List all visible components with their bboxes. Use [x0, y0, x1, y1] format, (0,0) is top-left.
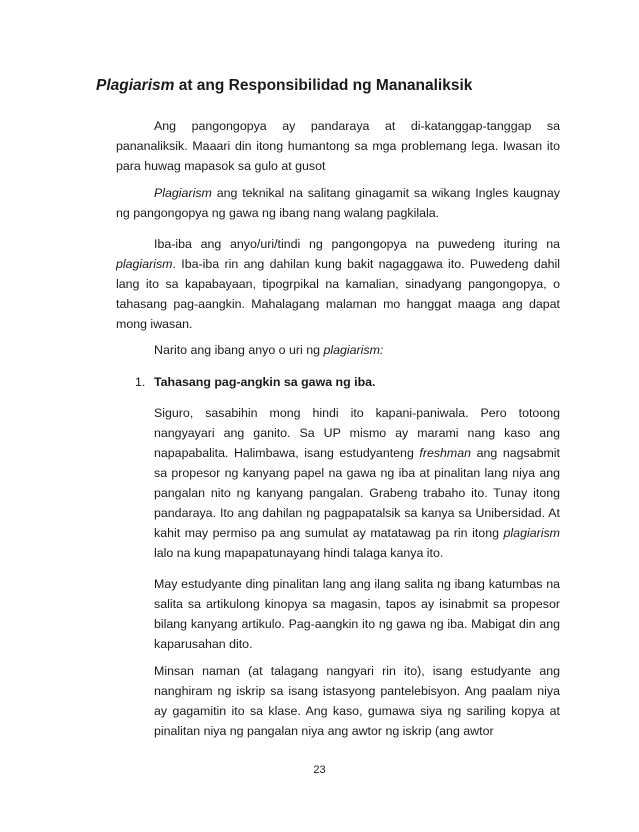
para-a-term-2: plagiarism	[503, 526, 560, 540]
paragraph-definition	[116, 183, 560, 223]
para-a-text-2: ang nagsabmit sa propesor ng kanyang papel na gawa ng iba at pinalitan lang niya ang pangalan nito ng kanyang pangalan. Grabeng trabaho ito. Tunay itong pandaraya. Ito ang dahilan ng pagpapatalsik sa kanya sa Unibersidad. At kahit may permiso pa ang sumulat ay matatawag pa rin itong	[154, 446, 560, 540]
page-number: 23	[313, 764, 326, 776]
list-item-1-heading	[135, 372, 375, 392]
list-item-1-paragraph-a	[154, 403, 560, 563]
section-title	[96, 76, 566, 96]
types-text-2: . Iba-iba rin ang dahilan kung bakit nagaggawa ito. Puwedeng dahil lang ito sa kapabayaan, tipogrpikal na kamalian, sinadyang pangongopya, o tahasang pag-aangkin. Mahalagang malaman mo hanggat maaga ang dapat mong iwasan.	[116, 257, 560, 331]
paragraph-types	[116, 234, 560, 334]
para-a-text-1: Siguro, sasabihin mong hindi ito kapani-paniwala. Pero totoong nangyayari ang ganito. Sa UP mismo ay marami nang kaso ang napapabalita. Halimbawa, isang estudyanteng	[154, 406, 560, 460]
list-item-1-paragraph-b: May estudyante ding pinalitan lang ang ilang salita ng ibang katumbas na salita sa artikulong kinopya sa magasin, tapos ay isinabmit sa propesor bilang kanyang artikulo. Pag-aangkin ito ng gawa ng iba. Mabigat din ang kaparusahan dito.	[154, 577, 560, 651]
title-rest: at ang Responsibilidad ng Mananaliksik	[174, 77, 473, 94]
list-item-number: 1.	[135, 375, 146, 389]
definition-text: ang teknikal na salitang ginagamit sa wikang Ingles kaugnay ng pangongopya ng gawa ng ibang nang walang pagkilala.	[116, 186, 560, 220]
types-term: plagiarism	[116, 257, 173, 271]
list-item-heading-text: Tahasang pag-angkin sa gawa ng iba.	[154, 375, 376, 389]
paragraph-intro: Ang pangongopya ay pandaraya at di-katanggap-tanggap sa pananaliksik. Maaari din itong humantong sa mga problemang lega. Iwasan ito para huwag mapasok sa gulo at gusot	[116, 119, 560, 173]
para-a-text-3: lalo na kung mapapatunayang hindi talaga kanya ito.	[154, 546, 444, 560]
para-a-term-1: freshman	[419, 446, 472, 460]
definition-term: Plagiarism	[154, 186, 212, 200]
list-intro-text: Narito ang ibang anyo o uri ng	[154, 343, 324, 357]
title-term: Plagiarism	[96, 77, 175, 94]
list-item-1-paragraph-c: Minsan naman (at talagang nangyari rin ito), isang estudyante ang nanghiram ng iskrip sa isang istasyong pantelebisyon. Ang paalam niya ay gagamitin ito sa klase. Ang kaso, gumawa siya ng sariling kopya at pinalitan niya ng pangalan niya ang awtor ng iskrip (ang awtor	[154, 664, 560, 738]
types-text-1: Iba-iba ang anyo/uri/tindi ng pangongopya na puwedeng ituring na	[154, 237, 560, 251]
paragraph-list-intro	[116, 340, 560, 360]
list-intro-term: plagiarism:	[323, 343, 384, 357]
